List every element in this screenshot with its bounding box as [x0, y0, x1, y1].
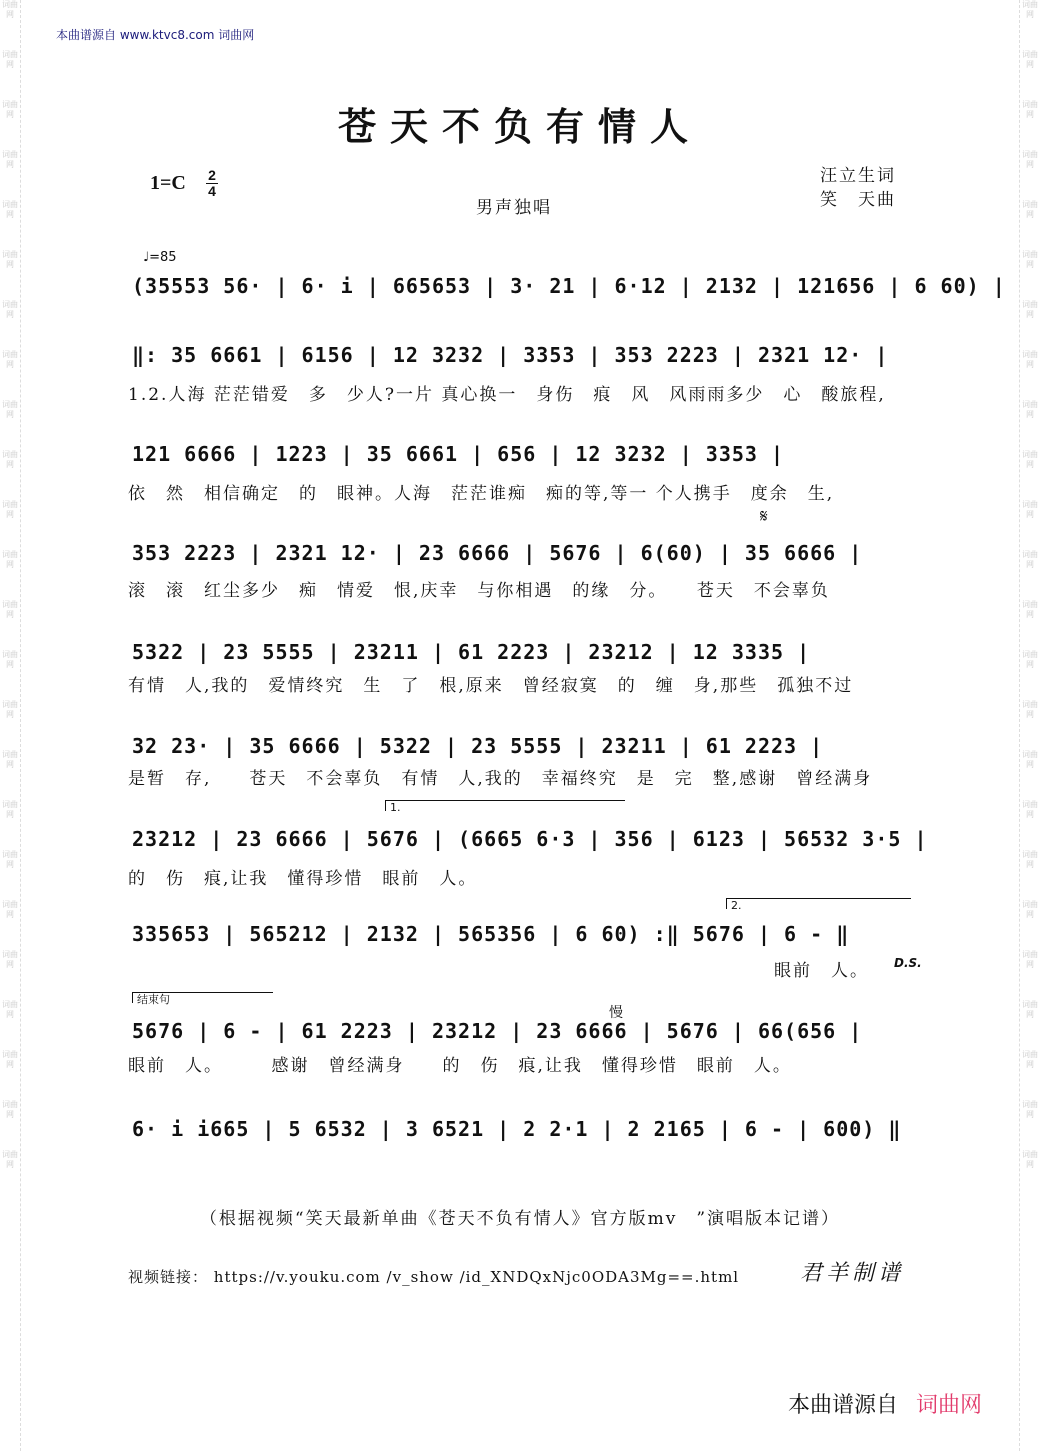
key-signature: 1=C	[150, 172, 186, 194]
score-row-5-notes: 5322 | 23 5555 | 23211 | 61 2223 | 23212 | 12 3335 |	[132, 640, 811, 664]
video-link-line	[128, 1266, 739, 1287]
score-row-4-notes: 353 2223 | 2321 12· | 23 6666 | 5676 | 6(60) | 35 6666 |	[132, 541, 863, 565]
score-row-6-lyrics: 是暂 存, 苍天 不会辜负 有情 人,我的 幸福终究 是 完 整,感谢 曾经满身	[128, 769, 873, 789]
score-row-5-lyrics: 有情 人,我的 爱情终究 生 了 根,原来 曾经寂寞 的 缠 身,那些 孤独不过	[128, 676, 854, 696]
side-watermark-text: 词曲网	[2, 200, 18, 219]
side-watermark-text: 词曲网	[2, 600, 18, 619]
side-watermark-text: 词曲网	[1022, 550, 1038, 569]
side-watermark-text: 词曲网	[2, 550, 18, 569]
credits	[820, 164, 896, 212]
side-watermark-text: 词曲网	[1022, 1100, 1038, 1119]
side-watermark-text: 词曲网	[2, 100, 18, 119]
side-watermark-text: 词曲网	[1022, 50, 1038, 69]
side-watermark-text: 词曲网	[2, 700, 18, 719]
side-watermark-text: 词曲网	[2, 450, 18, 469]
side-watermark-text: 词曲网	[1022, 450, 1038, 469]
right-watermark-strip	[1022, 0, 1038, 1451]
score-row-8-lyrics: 眼前 人。	[128, 961, 869, 981]
side-watermark-text: 词曲网	[2, 900, 18, 919]
transcription-note: （根据视频“笑天最新单曲《苍天不负有情人》官方版mv ”演唱版本记谱）	[199, 1209, 841, 1229]
composer-credit: 笑 天曲	[820, 190, 896, 210]
performance-subtitle: 男声独唱	[476, 198, 552, 218]
side-watermark-text: 词曲网	[1022, 150, 1038, 169]
side-watermark-text: 词曲网	[1022, 1000, 1038, 1019]
side-watermark-text: 词曲网	[1022, 500, 1038, 519]
side-watermark-text: 词曲网	[2, 750, 18, 769]
side-watermark-text: 词曲网	[1022, 0, 1038, 19]
side-watermark-text: 词曲网	[2, 350, 18, 369]
side-watermark-text: 词曲网	[1022, 900, 1038, 919]
transcriber-signature: 君羊制谱	[800, 1261, 905, 1286]
side-watermark-text: 词曲网	[1022, 850, 1038, 869]
song-title: 苍天不负有情人	[337, 104, 702, 149]
score-row-1-notes: (35553 56· | 6· i | 665653 | 3· 21 | 6·12 | 2132 | 121656 | 6 60) |	[132, 274, 1006, 298]
time-signature	[206, 168, 218, 199]
left-border-line	[20, 0, 21, 1451]
side-watermark-text: 词曲网	[2, 1050, 18, 1069]
score-row-9-lyrics: 眼前 人。 感谢 曾经满身 的 伤 痕,让我 懂得珍惜 眼前 人。	[128, 1056, 792, 1076]
side-watermark-text: 词曲网	[2, 300, 18, 319]
side-watermark-text: 词曲网	[1022, 650, 1038, 669]
score-row-9-notes: 5676 | 6 - | 61 2223 | 23212 | 23 6666 | 5676 | 66(656 |	[132, 1019, 863, 1043]
top-source-watermark: 本曲谱源自 www.ktvc8.com 词曲网	[56, 28, 255, 42]
side-watermark-text: 词曲网	[2, 850, 18, 869]
side-watermark-text: 词曲网	[1022, 300, 1038, 319]
side-watermark-text: 词曲网	[2, 50, 18, 69]
score-row-2-notes: ‖: 35 6661 | 6156 | 12 3232 | 3353 | 353 2223 | 2321 12· |	[132, 343, 889, 367]
score-row-7-lyrics: 的 伤 痕,让我 懂得珍惜 眼前 人。	[128, 869, 478, 889]
side-watermark-text: 词曲网	[1022, 350, 1038, 369]
score-row-7-notes: 23212 | 23 6666 | 5676 | (6665 6·3 | 356 | 6123 | 56532 3·5 |	[132, 827, 928, 851]
side-watermark-text: 词曲网	[1022, 400, 1038, 419]
bottom-source-prefix: 本曲谱源自	[787, 1393, 898, 1418]
side-watermark-text: 词曲网	[1022, 800, 1038, 819]
side-watermark-text: 词曲网	[1022, 100, 1038, 119]
right-border-line	[1019, 0, 1020, 1451]
score-row-8-notes: 335653 | 565212 | 2132 | 565356 | 6 60) :‖ 5676 | 6 - ‖	[132, 922, 850, 946]
coda-ending-bracket: 结束句	[132, 992, 273, 1003]
score-row-3-lyrics: 依 然 相信确定 的 眼神。人海 茫茫谁痴 痴的等,等一 个人携手 度余 生,	[128, 484, 835, 504]
side-watermark-text: 词曲网	[1022, 200, 1038, 219]
side-watermark-text: 词曲网	[2, 1150, 18, 1169]
slow-marking: 慢	[609, 1005, 623, 1021]
side-watermark-text: 词曲网	[2, 1000, 18, 1019]
side-watermark-text: 词曲网	[1022, 950, 1038, 969]
side-watermark-text: 词曲网	[2, 0, 18, 19]
score-row-6-notes: 32 23· | 35 6666 | 5322 | 23 5555 | 23211 | 61 2223 |	[132, 734, 824, 758]
time-signature-bottom: 4	[208, 183, 216, 199]
side-watermark-text: 词曲网	[1022, 1150, 1038, 1169]
side-watermark-text: 词曲网	[2, 150, 18, 169]
side-watermark-text: 词曲网	[2, 250, 18, 269]
segno-sign: 𝄋	[760, 506, 768, 527]
side-watermark-text: 词曲网	[2, 950, 18, 969]
left-watermark-strip	[2, 0, 18, 1451]
score-row-2-lyrics: 1.2.人海 茫茫错爱 多 少人?一片 真心换一 身伤 痕 风 风雨雨多少 心 酸旅程,	[128, 385, 886, 405]
score-row-4-lyrics: 滚 滚 红尘多少 痴 情爱 恨,庆幸 与你相遇 的缘 分。 苍天 不会辜负	[128, 581, 830, 601]
side-watermark-text: 词曲网	[1022, 600, 1038, 619]
side-watermark-text: 词曲网	[1022, 1050, 1038, 1069]
first-ending-bracket: 1.	[385, 800, 625, 811]
side-watermark-text: 词曲网	[1022, 700, 1038, 719]
tempo-marking: ♩=85	[143, 250, 177, 265]
side-watermark-text: 词曲网	[2, 800, 18, 819]
lyricist-credit: 汪立生词	[820, 166, 896, 186]
side-watermark-text: 词曲网	[2, 650, 18, 669]
time-signature-top: 2	[208, 167, 216, 183]
score-row-10-notes: 6· i i665 | 5 6532 | 3 6521 | 2 2·1 | 2 2165 | 6 - | 600) ‖	[132, 1117, 902, 1141]
dal-segno-mark: D.S.	[894, 956, 922, 970]
score-row-3-notes: 121 6666 | 1223 | 35 6661 | 656 | 12 3232 | 3353 |	[132, 442, 785, 466]
side-watermark-text: 词曲网	[2, 500, 18, 519]
video-link-url[interactable]: https://v.youku.com /v_show /id_XNDQxNjc0ODA3Mg==.html	[213, 1268, 740, 1286]
bottom-source-site[interactable]: 词曲网	[915, 1393, 982, 1418]
side-watermark-text: 词曲网	[1022, 750, 1038, 769]
side-watermark-text: 词曲网	[1022, 250, 1038, 269]
second-ending-bracket: 2.	[726, 898, 911, 909]
bottom-source-watermark	[788, 1388, 982, 1419]
side-watermark-text: 词曲网	[2, 1100, 18, 1119]
side-watermark-text: 词曲网	[2, 400, 18, 419]
video-link-label: 视频链接：	[128, 1268, 209, 1286]
